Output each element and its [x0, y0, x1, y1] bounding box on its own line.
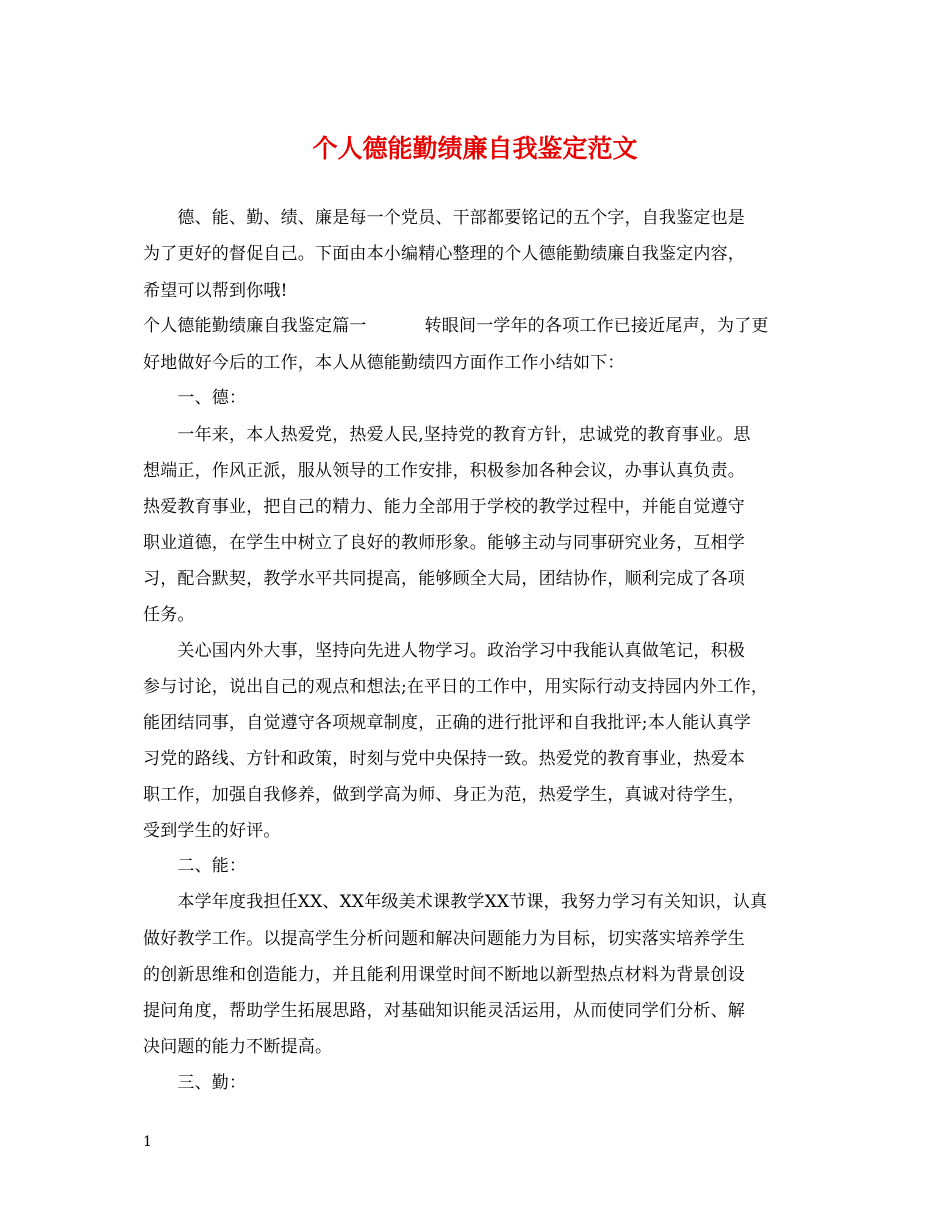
paragraph-line: 热爱教育事业，把自己的精力、能力全部用于学校的教学过程中，并能自觉遵守: [143, 497, 745, 517]
paragraph-line: 做好教学工作。以提高学生分析问题和解决问题能力为目标，切实落实培养学生: [143, 929, 745, 949]
paragraph-line: 德、能、勤、绩、廉是每一个党员、干部都要铭记的五个字，自我鉴定也是: [143, 208, 745, 228]
paragraph-line: 决问题的能力不断提高。: [143, 1037, 333, 1057]
paragraph-line: 一年来，本人热爱党，热爱人民,坚持党的教育方针，忠诚党的教育事业。思: [143, 425, 751, 445]
paragraph-line: 习，配合默契，教学水平共同提高，能够顾全大局，团结协作，顺利完成了各项: [143, 569, 745, 589]
paragraph-line: 受到学生的好评。: [143, 821, 281, 841]
subheading-de: 一、德：: [143, 388, 247, 408]
subheading-qin: 三、勤：: [143, 1073, 247, 1093]
section-intro: 转眼间一学年的各项工作已接近尾声，为了更: [424, 316, 769, 336]
paragraph-line: 任务。: [143, 605, 195, 625]
paragraph-line: 参与讨论，说出自己的观点和想法;在平日的工作中，用实际行动支持园内外工作，: [143, 677, 769, 697]
paragraph-line: 希望可以帮到你哦!: [143, 281, 288, 301]
paragraph-line: 想端正，作风正派，服从领导的工作安排，积极参加各种会议，办事认真负责。: [143, 461, 745, 481]
paragraph-line: 本学年度我担任XX、XX年级美术课教学XX节课，我努力学习有关知识，认真: [143, 892, 768, 912]
paragraph-line: 的创新思维和创造能力，并且能利用课堂时间不断地以新型热点材料为背景创设: [143, 965, 745, 985]
section-heading-line: [143, 313, 769, 339]
paragraph-line: 好地做好今后的工作，本人从德能勤绩四方面作工作小结如下：: [143, 353, 625, 373]
paragraph-line: 提问角度，帮助学生拓展思路，对基础知识能灵活运用，从而使同学们分析、解: [143, 1001, 745, 1021]
section-heading: 个人德能勤绩廉自我鉴定篇一: [143, 316, 367, 336]
page-number: 1: [143, 1134, 152, 1150]
document-title: 个人德能勤绩廉自我鉴定范文: [312, 134, 638, 163]
paragraph-line: 职业道德，在学生中树立了良好的教师形象。能够主动与同事研究业务，互相学: [143, 533, 745, 553]
paragraph-line: 习党的路线、方针和政策，时刻与党中央保持一致。热爱党的教育事业，热爱本: [143, 749, 745, 769]
paragraph-line: 关心国内外大事，坚持向先进人物学习。政治学习中我能认真做笔记，积极: [143, 641, 745, 661]
subheading-neng: 二、能：: [143, 856, 247, 876]
paragraph-line: 能团结同事，自觉遵守各项规章制度，正确的进行批评和自我批评;本人能认真学: [143, 713, 751, 733]
paragraph-line: 职工作，加强自我修养，做到学高为师、身正为范，热爱学生，真诚对待学生，: [143, 785, 745, 805]
paragraph-line: 为了更好的督促自己。下面由本小编精心整理的个人德能勤绩廉自我鉴定内容，: [143, 244, 745, 264]
